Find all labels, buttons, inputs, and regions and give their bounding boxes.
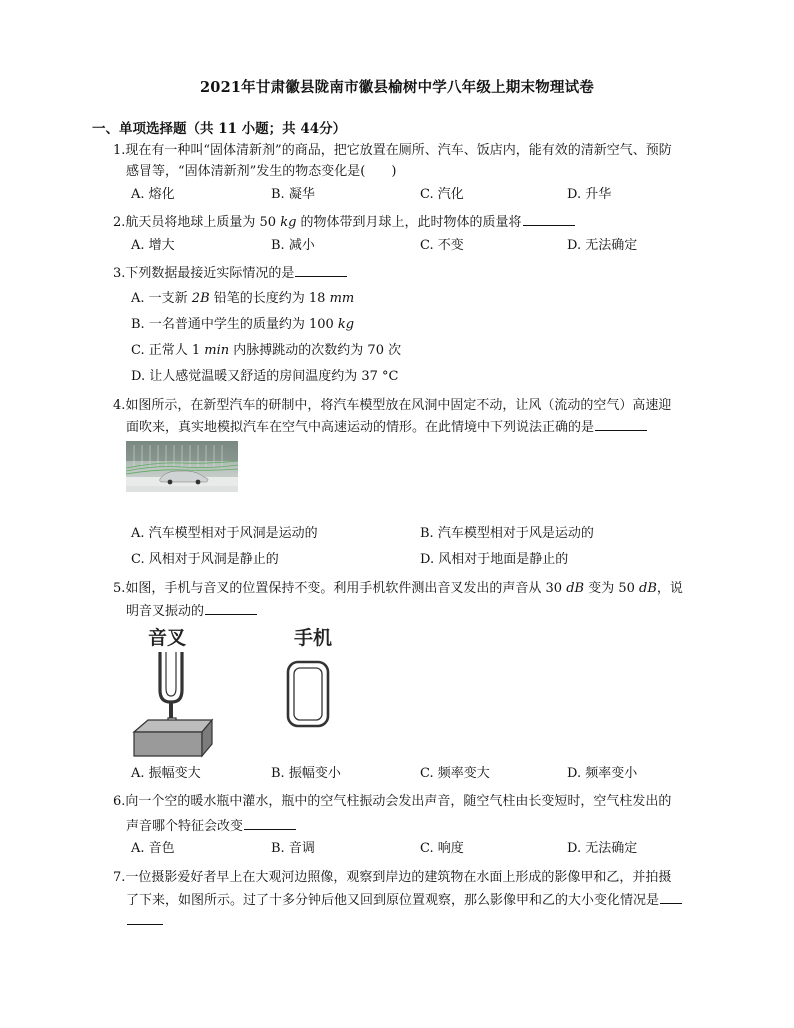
q6-option-b[interactable]: B. 音调 — [271, 841, 315, 856]
q4-option-a[interactable]: A. 汽车模型相对于风洞是运动的 — [131, 526, 318, 541]
q4-option-c[interactable]: C. 风相对于风洞是静止的 — [131, 552, 279, 567]
question-text: 一位摄影爱好者早上在大观河边照像，观察到岸边的建筑物在水面上形成的影像甲和乙，并拍摄 — [125, 870, 672, 885]
phone-icon — [288, 662, 328, 726]
question-number: 1. — [113, 143, 126, 158]
q2-option-a[interactable]: A. 增大 — [131, 238, 175, 253]
q1-option-d[interactable]: D. 升华 — [567, 187, 612, 202]
unit-db: dB — [566, 581, 585, 596]
q5-option-b[interactable]: B. 振幅变小 — [271, 766, 341, 781]
tuning-fork-phone-figure — [126, 622, 356, 762]
q6-option-c[interactable]: C. 响度 — [420, 841, 464, 856]
question-1-line-2: 感冒等，“固体清新剂”发生的物态变化是( ) — [126, 164, 397, 179]
unit-kg: kg — [280, 215, 297, 230]
unit-kg: kg — [337, 317, 355, 332]
q3-option-b[interactable] — [131, 315, 354, 335]
q2-option-b[interactable]: B. 减小 — [271, 238, 315, 253]
wind-tunnel-car-photo — [126, 441, 238, 492]
question-number: 5. — [113, 581, 126, 596]
q6-option-d[interactable]: D. 无法确定 — [567, 841, 638, 856]
question-text: 明音叉振动的 — [126, 604, 205, 619]
question-text: 的物体带到月球上，此时物体的质量将 — [296, 215, 522, 230]
option-text: B. 一名普通中学生的质量约为 100 — [131, 317, 338, 332]
q4-option-b[interactable]: B. 汽车模型相对于风是运动的 — [420, 526, 594, 541]
answer-blank-continued — [127, 911, 163, 925]
option-text: 铅笔的长度约为 18 — [209, 291, 330, 306]
label-tuning-fork: 音叉 — [148, 627, 187, 649]
question-7-line-3 — [126, 911, 163, 932]
option-text: C. 正常人 1 — [131, 343, 205, 358]
q5-option-c[interactable]: C. 频率变大 — [420, 766, 490, 781]
question-number: 7. — [113, 870, 126, 885]
question-text: 面吹来，真实地模拟汽车在空气中高速运动的情形。在此情境中下列说法正确的是 — [126, 420, 595, 435]
question-text: 变为 50 — [584, 581, 640, 596]
label-phone: 手机 — [294, 627, 333, 649]
answer-blank — [660, 890, 682, 904]
question-4-line-2 — [126, 417, 647, 438]
question-3-line-1 — [113, 263, 347, 284]
question-text: 航天员将地球上质量为 50 — [125, 215, 281, 230]
question-7-line-2 — [126, 890, 682, 911]
q4-option-d[interactable]: D. 风相对于地面是静止的 — [420, 552, 569, 567]
question-2-line-1 — [113, 212, 575, 233]
exam-title: 2021年甘肃徽县陇南市徽县榆树中学八年级上期末物理试卷 — [200, 79, 594, 96]
question-text: 如图，手机与音叉的位置保持不变。利用手机软件测出音叉发出的声音从 30 — [125, 581, 567, 596]
q6-option-a[interactable]: A. 音色 — [131, 841, 175, 856]
question-number: 2. — [113, 215, 126, 230]
q1-option-b[interactable]: B. 凝华 — [271, 187, 315, 202]
unit-min: min — [204, 343, 230, 358]
question-text: 向一个空的暖水瓶中灌水，瓶中的空气柱振动会发出声音，随空气柱由长变短时，空气柱发出的 — [125, 794, 672, 809]
tuning-fork-icon — [134, 652, 212, 756]
question-number: 6. — [113, 794, 126, 809]
answer-blank — [295, 263, 347, 277]
q3-option-d[interactable]: D. 让人感觉温暖又舒适的房间温度约为 37 °C — [131, 369, 399, 384]
section-heading: 一、单项选择题（共 11 小题；共 44分） — [92, 121, 347, 137]
unit-db: dB — [639, 581, 657, 596]
question-5-line-1 — [113, 579, 683, 599]
question-text: 声音哪个特征会改变 — [126, 819, 244, 834]
q2-option-d[interactable]: D. 无法确定 — [567, 238, 638, 253]
question-number: 3. — [113, 266, 126, 281]
answer-blank — [523, 212, 575, 226]
answer-blank — [205, 601, 257, 615]
question-6-line-2 — [126, 816, 296, 837]
unit-mm: mm — [329, 291, 355, 306]
pencil-grade: 2B — [191, 291, 210, 306]
question-5-line-2 — [126, 601, 257, 622]
q3-option-a[interactable] — [131, 289, 354, 309]
question-1-line-1 — [113, 141, 672, 161]
answer-blank — [595, 417, 647, 431]
q1-option-c[interactable]: C. 汽化 — [420, 187, 464, 202]
q5-option-a[interactable]: A. 振幅变大 — [131, 766, 201, 781]
q3-option-c[interactable] — [131, 341, 401, 361]
q1-option-a[interactable]: A. 熔化 — [131, 187, 175, 202]
question-4-line-1 — [113, 396, 671, 416]
option-text: 内脉搏跳动的次数约为 70 次 — [229, 343, 402, 358]
question-text: ，说 — [656, 581, 683, 596]
question-text: 如图所示，在新型汽车的研制中，将汽车模型放在风洞中固定不动，让风（流动的空气）高速迎 — [125, 398, 672, 413]
question-text: 下列数据最接近实际情况的是 — [125, 266, 295, 281]
question-7-line-1 — [113, 868, 671, 888]
question-text: 现在有一种叫“固体清新剂”的商品，把它放置在厕所、汽车、饭店内，能有效的清新空气、预防 — [125, 143, 672, 158]
question-number: 4. — [113, 398, 126, 413]
question-text: 了下来，如图所示。过了十多分钟后他又回到原位置观察，那么影像甲和乙的大小变化情况是 — [126, 893, 660, 908]
q2-option-c[interactable]: C. 不变 — [420, 238, 464, 253]
q5-option-d[interactable]: D. 频率变小 — [567, 766, 638, 781]
question-6-line-1 — [113, 792, 671, 812]
option-text: A. 一支新 — [131, 291, 192, 306]
answer-blank — [244, 816, 296, 830]
